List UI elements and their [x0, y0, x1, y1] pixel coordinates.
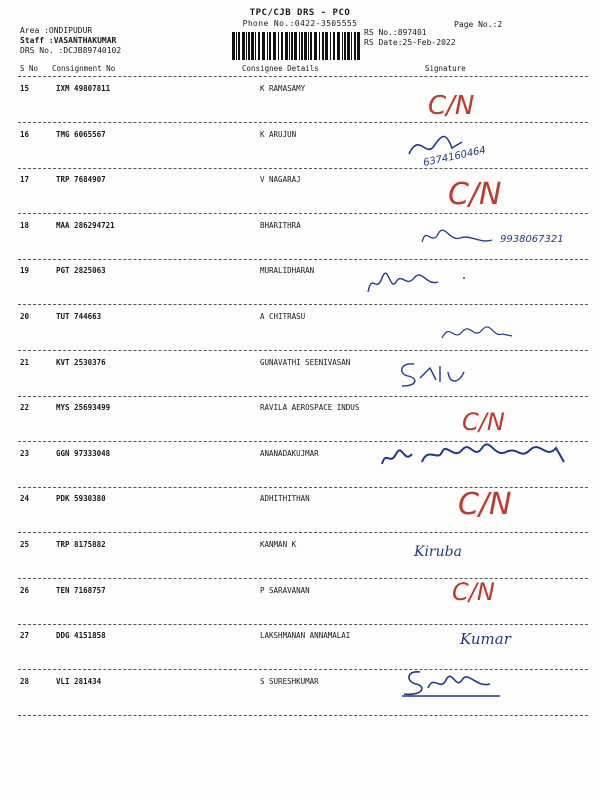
row-divider [18, 350, 588, 351]
signature-cn-row-15 [428, 90, 508, 124]
column-header-consignment: Consignment No [52, 64, 116, 73]
row-consignee-name: K ARUJUN [260, 129, 297, 139]
row-divider [18, 259, 588, 260]
run-sheet-info-right [364, 28, 456, 48]
svg-text:C/N: C/N [448, 177, 502, 212]
svg-text:6374160464: 6374160464 [422, 144, 487, 169]
row-consignment-number: IXM 49807811 [56, 84, 111, 93]
row-consignee-name: BHARITHRA [260, 220, 301, 230]
row-consignee-name: LAKSHMANAN ANNAMALAI [260, 631, 351, 641]
signature-row-25 [414, 538, 504, 568]
row-consignment-number: PGT 2825063 [56, 266, 106, 276]
row-consignment-number: MYS 25693499 [56, 403, 111, 413]
barcode-bar [273, 32, 276, 60]
barcode-bar [267, 32, 268, 60]
row-consignment-number: DDG 4151858 [56, 631, 106, 641]
barcode-bar [319, 32, 320, 60]
signature-row-20 [440, 322, 520, 348]
row-serial-number: 21 [20, 357, 30, 367]
barcode-bar [238, 32, 240, 60]
row-consignment-number: TUT 744663 [56, 312, 102, 321]
barcode-bar [310, 32, 312, 60]
row-consignment-number: VLI 281434 [56, 676, 102, 686]
barcode-bar [281, 32, 283, 60]
barcode-bar [354, 32, 356, 60]
row-serial-number: 20 [20, 312, 30, 321]
column-header-consignee: Consignee Details [242, 64, 319, 73]
barcode-bar [314, 32, 317, 60]
row-serial-number: 18 [20, 220, 30, 230]
barcode-bar [308, 32, 309, 60]
signature-row-23 [378, 436, 578, 476]
signature-cn-row-22 [462, 406, 542, 440]
row-consignee-name: ADHITHITHAN [260, 494, 310, 504]
barcode-bar [301, 32, 303, 60]
row-serial-number: 15 [20, 84, 30, 93]
row-divider [18, 304, 588, 305]
barcode-bar [337, 32, 340, 60]
barcode-bar [251, 32, 254, 60]
row-consignee-name: V NAGARAJ [260, 175, 301, 185]
row-consignment-number: PDK 5930380 [56, 494, 106, 504]
barcode-bar [325, 32, 328, 60]
barcode-bar [333, 32, 335, 60]
barcode-bar [342, 32, 343, 60]
barcode-bar [278, 32, 279, 60]
barcode-bar [294, 32, 297, 60]
signature-row-21 [396, 360, 476, 394]
column-header-sno: S No [20, 64, 39, 73]
svg-text:C/N: C/N [458, 487, 512, 522]
row-serial-number: 23 [20, 448, 30, 458]
barcode-bar [248, 32, 250, 60]
signature-row-18 [420, 222, 590, 256]
barcode-bar [299, 32, 300, 60]
header-center [0, 8, 600, 28]
signature-row-19 [366, 268, 476, 302]
table-row [0, 84, 600, 130]
signature-row-27 [460, 626, 550, 656]
barcode [232, 32, 360, 60]
row-consignee-name: K RAMASAMY [260, 84, 306, 93]
row-serial-number: 26 [20, 585, 30, 595]
sheet-title: TPC/CJB DRS - PCO [249, 8, 351, 18]
barcode-bar [269, 32, 271, 60]
row-divider [18, 396, 588, 397]
table-row [0, 677, 600, 723]
row-serial-number: 25 [20, 540, 30, 549]
row-consignee-name: MURALIDHARAN [260, 266, 315, 276]
signature-cn-row-24 [458, 484, 538, 526]
row-serial-number: 28 [20, 676, 30, 686]
table-row [0, 358, 600, 404]
rs-date: RS Date:25-Feb-2022 [364, 38, 456, 47]
barcode-bar [357, 32, 360, 60]
svg-text:C/N: C/N [428, 91, 475, 121]
svg-text:C/N: C/N [462, 408, 505, 436]
barcode-bar [351, 32, 352, 60]
svg-text:9938067321: 9938067321 [500, 234, 564, 245]
signature-row-16 [404, 128, 514, 176]
rs-number: RS No.:897401 [364, 28, 427, 37]
row-serial-number: 24 [20, 494, 30, 504]
row-consignment-number: TRP 8175882 [56, 540, 106, 549]
row-consignment-number: MAA 286294721 [56, 220, 115, 230]
row-consignment-number: TEN 7168757 [56, 585, 106, 595]
barcode-bar [291, 32, 293, 60]
row-consignee-name: ANANADAKUJMAR [260, 448, 319, 458]
barcode-bar [304, 32, 307, 60]
barcode-bar [255, 32, 256, 60]
row-consignee-name: RAVILA AEROSPACE INDUS [260, 403, 360, 413]
barcode-bar [330, 32, 331, 60]
table-row [0, 266, 600, 312]
barcode-bar [285, 32, 288, 60]
svg-text:Kumar: Kumar [460, 630, 511, 648]
row-serial-number: 16 [20, 129, 30, 139]
barcode-bar [236, 32, 237, 60]
barcode-bar [262, 32, 265, 60]
barcode-bar [344, 32, 346, 60]
row-serial-number: 17 [20, 175, 30, 185]
row-serial-number: 22 [20, 403, 30, 413]
barcode-bar [246, 32, 247, 60]
staff-label: Staff :VASANTHAKUMAR [20, 36, 117, 45]
drs-number: DRS No. :DCJB89740102 [20, 46, 122, 55]
barcode-bar [232, 32, 235, 60]
signature-cn-row-17 [448, 172, 528, 216]
row-consignee-name: GUNAVATHI SEENIVASAN [260, 357, 351, 367]
area-label: Area :ONDIPUDUR [20, 26, 93, 35]
barcode-bar [258, 32, 260, 60]
row-consignee-name: A CHITRASU [260, 312, 306, 321]
row-consignment-number: TRP 7684907 [56, 175, 106, 185]
row-divider [18, 532, 588, 533]
header-divider [18, 76, 588, 77]
svg-text:Kiruba: Kiruba [414, 544, 462, 560]
row-consignee-name: S SURESHKUMAR [260, 676, 319, 686]
row-consignment-number: KVT 2530376 [56, 357, 106, 367]
run-sheet-info-left [20, 26, 121, 56]
signature-row-28 [400, 666, 510, 704]
page-number: Page No.:2 [454, 20, 503, 29]
row-consignee-name: KANMAN K [260, 540, 297, 549]
row-consignee-name: P SARAVANAN [260, 585, 310, 595]
svg-text:C/N: C/N [452, 578, 495, 606]
barcode-bar [289, 32, 290, 60]
column-header-signature: Signature [425, 64, 466, 73]
barcode-bar [347, 32, 350, 60]
row-divider [18, 715, 588, 716]
row-serial-number: 19 [20, 266, 30, 276]
row-divider [18, 624, 588, 625]
signature-cn-row-26 [452, 576, 532, 610]
row-serial-number: 27 [20, 631, 30, 641]
row-consignment-number: GGN 97333048 [56, 448, 111, 458]
barcode-bar [242, 32, 245, 60]
row-consignment-number: TMG 6065567 [56, 129, 106, 139]
phone-number: Phone No.:0422-3505555 [242, 19, 358, 28]
barcode-bar [322, 32, 324, 60]
